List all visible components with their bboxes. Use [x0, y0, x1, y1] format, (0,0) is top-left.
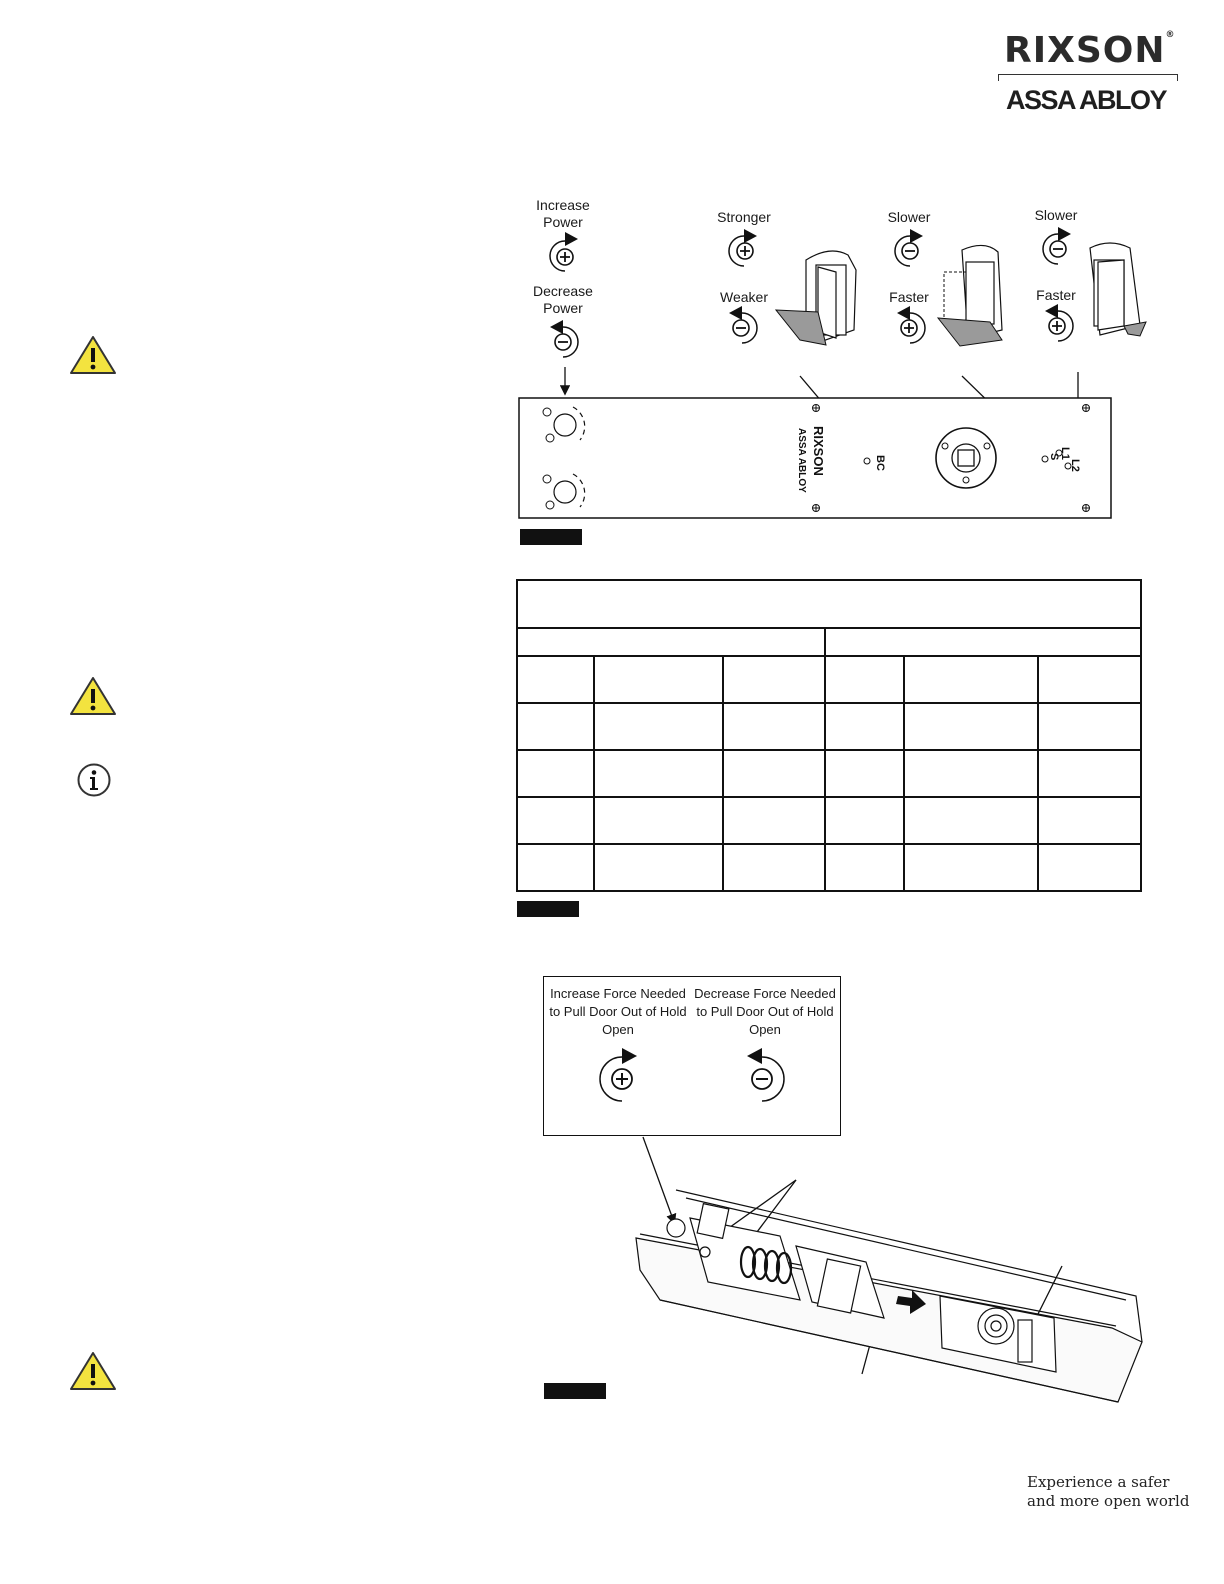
table-cell	[594, 844, 723, 891]
adjust-plus-icon	[897, 306, 925, 343]
main-speed-slower-label: Slower	[887, 209, 931, 225]
table-cell	[594, 656, 723, 703]
adjust-minus-icon	[729, 306, 757, 343]
adjust-minus-icon	[550, 320, 578, 357]
hold-open-diagram	[0, 940, 1224, 1410]
valve-bc-label: BC	[874, 455, 886, 471]
table-cell	[825, 750, 904, 797]
adjust-minus-icon	[747, 1048, 784, 1101]
table-cell	[904, 750, 1038, 797]
table-cell	[1038, 656, 1141, 703]
table-cell	[517, 844, 594, 891]
tagline-line2: and more open world	[1027, 1492, 1190, 1510]
table-cell	[904, 844, 1038, 891]
table-cell	[517, 656, 594, 703]
adjust-plus-icon	[729, 229, 757, 266]
adjust-minus-icon	[895, 229, 923, 266]
valve-l1-label: L1	[1059, 447, 1071, 460]
brand-parent: ASSA ABLOY	[1006, 85, 1167, 115]
door-illustration	[776, 251, 856, 345]
table-cell	[825, 656, 904, 703]
table-title-cell	[517, 580, 1141, 628]
latch-speed-slower-label: Slower	[1034, 207, 1078, 223]
table-cell	[1038, 797, 1141, 844]
info-icon	[76, 762, 112, 798]
table-cell	[594, 797, 723, 844]
table-cell	[594, 703, 723, 750]
valve-s-label: S	[1048, 453, 1060, 461]
adjust-plus-icon	[1045, 304, 1073, 341]
table-cell	[1038, 844, 1141, 891]
door-illustration	[1090, 243, 1146, 336]
table-group-header	[517, 628, 825, 656]
table-cell	[904, 656, 1038, 703]
figure-tag	[517, 901, 579, 917]
table-cell	[904, 703, 1038, 750]
latch-speed-faster-label: Faster	[1036, 287, 1076, 303]
table-cell	[723, 844, 825, 891]
brand-name: RIXSON®	[1004, 30, 1176, 71]
table-cell	[723, 797, 825, 844]
power-speed-diagram	[0, 0, 1224, 560]
track-assembly	[636, 1190, 1142, 1402]
decrease-power-label: Decrease Power	[533, 283, 593, 316]
valve-l2-label: L2	[1069, 459, 1081, 472]
table-cell	[1038, 750, 1141, 797]
hold-open-decrease-label: Decrease Force Needed to Pull Door Out of Hold Open	[694, 986, 836, 1037]
footer-tagline	[1027, 1473, 1197, 1511]
adjust-plus-icon	[600, 1048, 637, 1101]
table-cell	[825, 844, 904, 891]
table-group-header	[825, 628, 1141, 656]
increase-power-label: Increase Power	[536, 197, 590, 230]
table-cell	[517, 750, 594, 797]
table-cell	[723, 703, 825, 750]
adjust-minus-icon	[1043, 227, 1071, 264]
door-illustration	[938, 245, 1002, 346]
table-cell	[517, 703, 594, 750]
adjust-plus-icon	[550, 232, 578, 271]
table-cell	[723, 750, 825, 797]
closer-cover-plate	[519, 398, 1111, 518]
stronger-label: Stronger	[717, 209, 771, 225]
main-speed-faster-label: Faster	[889, 289, 929, 305]
table-cell	[825, 703, 904, 750]
hold-open-increase-label: Increase Force Needed to Pull Door Out of Hold Open	[549, 986, 687, 1037]
adjustment-table	[516, 579, 1142, 892]
plate-brand-parent: ASSA ABLOY	[796, 428, 807, 493]
table-cell	[517, 797, 594, 844]
table-cell	[904, 797, 1038, 844]
tagline-line1: Experience a safer	[1027, 1473, 1170, 1491]
table-cell	[723, 656, 825, 703]
table-cell	[594, 750, 723, 797]
figure-tag	[544, 1383, 606, 1399]
table-cell	[825, 797, 904, 844]
figure-tag	[520, 529, 582, 545]
plate-brand-name: RIXSON	[811, 426, 826, 476]
weaker-label: Weaker	[720, 289, 768, 305]
warning-icon	[69, 675, 117, 717]
table-cell	[1038, 703, 1141, 750]
